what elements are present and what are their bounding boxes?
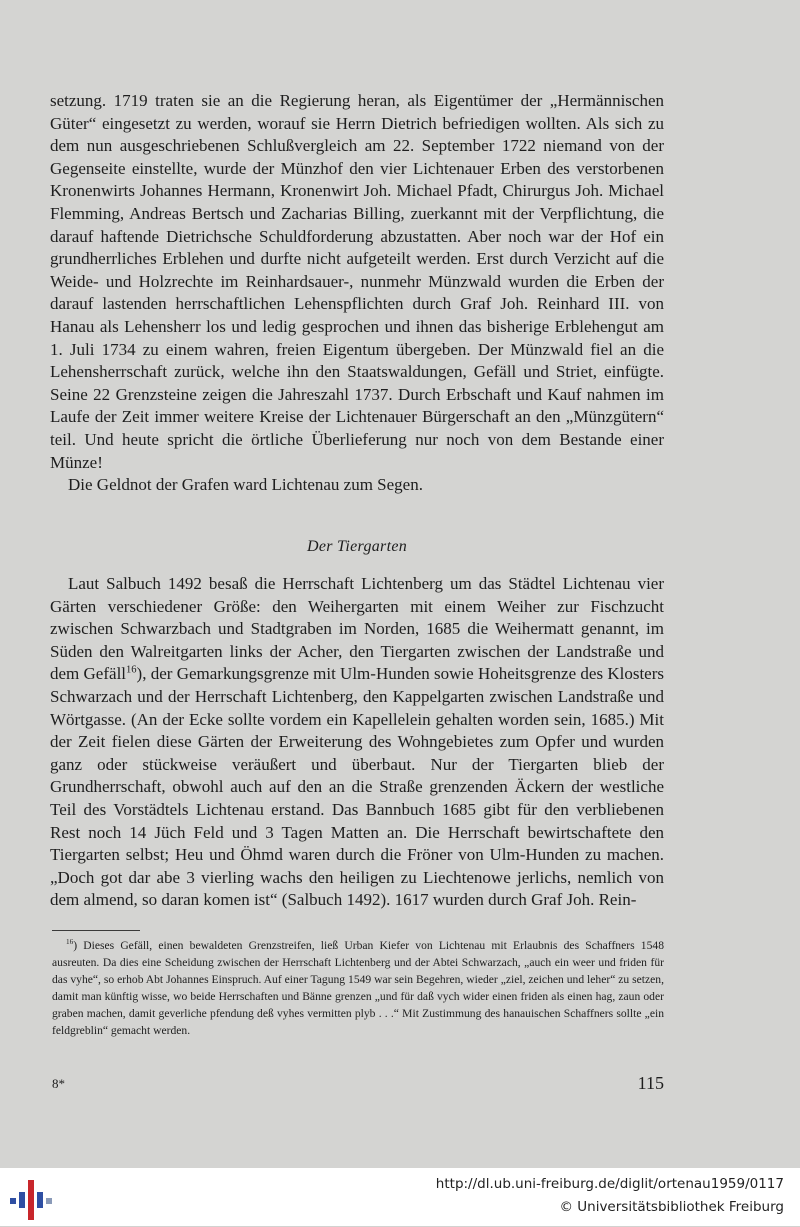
- footnote-text: ) Dieses Gefäll, einen bewaldeten Grenzstreifen, ließ Urban Kiefer von Lichtenau mit Erlaubnis des Schaffners 1548 ausreuten. Da dies eine Scheidung zwischen der Herrschaft Lichtenberg und der Abtei Schwarzach, „auch ein weer und friden für das vyhe“, so erhob Abt Johannes Einspruch. Auf einer Tagung 1549 war sein Begehren, wieder „ziel, zeichen und leher“ zu setzen, damit man künftig wisse, wo beide Herrschaften und Bänne grenzen „und für daß vych wider einen friden als einen hag, zaun oder graben machen, damit geverliche pfendung deß vyhes vermitten plyb . . .“ Mit Zustimmung des hanauischen Schaffners sollte „ein feldgreblin“ gemacht werden.: [52, 939, 664, 1037]
- footnote-number: 16: [66, 938, 74, 947]
- section-tiergarten-text: [50, 573, 664, 912]
- viewer-footer: [0, 1168, 800, 1226]
- section-heading: Der Tiergarten: [306, 538, 408, 555]
- paragraph-tiergarten-part1: Laut Salbuch 1492 besaß die Herrschaft Lichtenberg um das Städtel Lichtenau vier Gärten verschiedener Größe: den Weihergarten mit einem Weiher zur Fischzucht zwischen Schwarzbach und Stadtgraben im Norden, 1685 die Weihermatt genannt, im Süden den Walreitgarten links der Acher, den Tiergarten zwischen der Landstraße und dem Gefäll: [50, 574, 664, 684]
- ub-freiburg-logo-icon[interactable]: [10, 1178, 52, 1222]
- footnotes: [52, 938, 664, 1039]
- page-number: 115: [637, 1073, 664, 1093]
- permalink-url[interactable]: http://dl.ub.uni-freiburg.de/diglit/ortenau1959/0117: [435, 1176, 784, 1192]
- footnote-divider: [52, 930, 140, 931]
- paragraph-muenzhof: setzung. 1719 traten sie an die Regierung heran, als Eigentümer der „Hermännischen Güter“ eingesetzt zu werden, worauf sie Herrn Dietrich befriedigen wollten. Als sich zu dem nun ausgeschriebenen Schlußvergleich am 22. September 1722 niemand von der Gegenseite einstellte, wurde der Münzhof den vier Lichtenauer Erben des verstorbenen Kronenwirts Johannes Hermann, Kronenwirt Joh. Michael Pfadt, Chirurgus Joh. Michael Flemming, Andreas Bertsch und Zacharias Billing, zuerkannt mit der Verpflichtung, die darauf haftende Dietrichsche Schuldforderung abzustatten. Aber noch war der Hof ein grundherrliches Erblehen und durfte nicht aufgeteilt werden. Erst durch Verzicht auf die Weide- und Holzrechte im Reinhardsauer-, nunmehr Münzwald wurden die Erben der darauf lastenden herrschaftlichen Lehenspflichten durch Graf Joh. Reinhard III. von Hanau als Lehensherr los und ledig gesprochen und ihnen das bisherige Erblehengut am 1. Juli 1734 zu einem wahren, freien Eigentum übergeben. Der Münzwald fiel an die Lehensherrschaft zurück, welche ihn den Staatswaldungen, Gefäll und Striet, einfügte. Seine 22 Grenzsteine zeigen die Jahreszahl 1737. Durch Erbschaft und Kauf nahmen im Laufe der Zeit immer weitere Kreise der Lichtenauer Bürgerschaft an den „Münzgütern“ teil. Und heute spricht die örtliche Überlieferung nur noch von dem Bestande einer Münze!: [50, 91, 664, 472]
- footnote-reference: 16: [126, 664, 137, 676]
- copyright-notice: © Universitätsbibliothek Freiburg: [559, 1199, 784, 1215]
- paragraph-geldnot: Die Geldnot der Grafen ward Lichtenau zum Segen.: [68, 475, 423, 495]
- paragraph-tiergarten: [50, 573, 664, 912]
- signature-mark: 8*: [52, 1076, 65, 1091]
- footnote-16: [52, 938, 664, 1039]
- body-text: [50, 90, 664, 497]
- paragraph-tiergarten-part2: ), der Gemarkungsgrenze mit Ulm-Hunden sowie Hoheitsgrenze des Klosters Schwarzach und der Herrschaft Lichtenberg, den Kappelgarten zwischen Landstraße und Wörtgasse. (An der Ecke sollte vordem ein Kapellelein gehalten worden sein, 1685.) Mit der Zeit fielen diese Gärten der Erweiterung des Wohngebietes zum Opfer und wurden ganz oder stückweise veräußert und überbaut. Nur der Tiergarten blieb der Grundherrschaft, obwohl auch auf den an die Straße grenzenden Äckern der westliche Teil des Vorstädtels Lichtenau erstand. Das Bannbuch 1685 gibt für den verbliebenen Rest noch 14 Jüch Feld und 3 Tagen Matten an. Die Herrschaft bewirtschaftete den Tiergarten selbst; Heu und Öhmd waren durch die Fröner von Ulm-Hunden zu machen. „Doch got dar abe 3 vierling wachs den heiligen zu Liechtenowe jerlichs, nemlich von dem almend, so daran komen ist“ (Salbuch 1492). 1617 wurden durch Graf Joh. Rein-: [50, 664, 664, 910]
